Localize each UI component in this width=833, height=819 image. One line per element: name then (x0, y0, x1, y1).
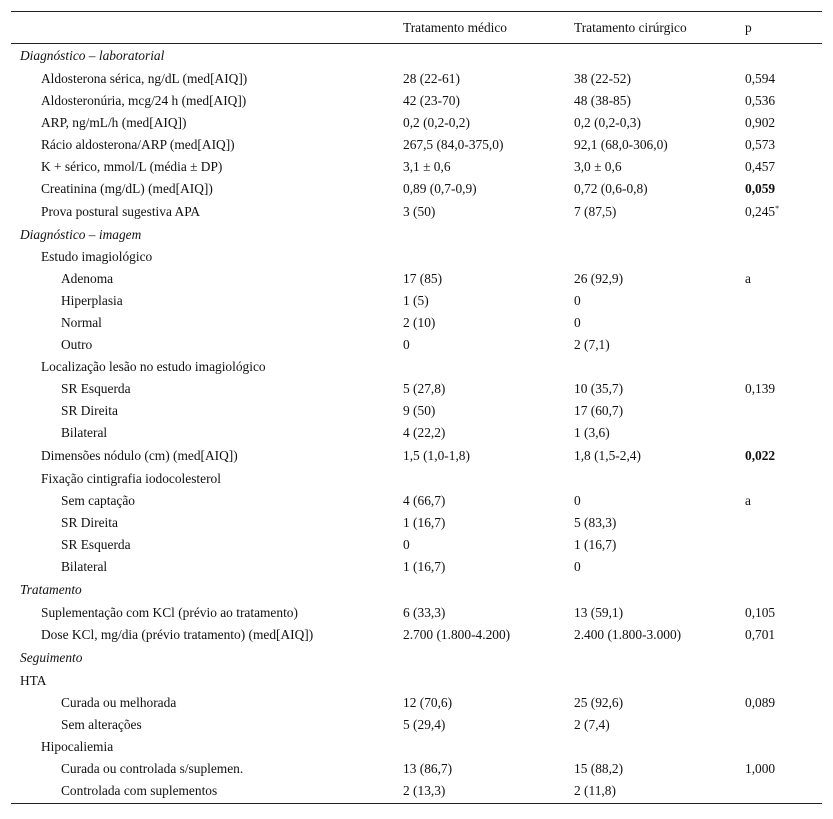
table-row (11, 200, 822, 224)
subsection-title: Hipocaliemia (41, 738, 114, 754)
cell-p: 0,457 (745, 158, 776, 174)
header-medical-treatment: Tratamento médico (403, 19, 508, 35)
row-label: Hiperplasia (61, 292, 123, 308)
cell-surgical: 0,72 (0,6-0,8) (574, 180, 648, 196)
cell-surgical: 17 (60,7) (574, 402, 624, 418)
row-label: Bilateral (61, 558, 108, 574)
cell-medical: 13 (86,7) (403, 760, 453, 776)
p-value-text: 0,245 (745, 203, 776, 219)
cell-p-significant: 0,059 (745, 180, 776, 196)
section-title: Tratamento (20, 581, 82, 597)
cell-surgical: 92,1 (68,0-306,0) (574, 136, 668, 152)
table-row (11, 112, 822, 134)
cell-p (745, 512, 822, 534)
table-row (11, 378, 822, 400)
footnote-marker: * (775, 203, 780, 213)
table-row (11, 156, 822, 178)
row-label: Sem alterações (61, 716, 142, 732)
cell-p: 0,594 (745, 70, 776, 86)
row-label: Curada ou melhorada (61, 694, 177, 710)
cell-medical: 2 (13,3) (403, 783, 446, 799)
cell-medical: 6 (33,3) (403, 604, 446, 620)
cell-surgical: 0 (574, 314, 581, 330)
section-row-treatment (11, 578, 822, 602)
subsection-title: Fixação cintigrafia iodocolesterol (41, 470, 221, 486)
cell-medical: 17 (85) (403, 270, 443, 286)
cell-p: a (745, 492, 751, 508)
row-label: Adenoma (61, 270, 114, 286)
cell-p: 0,701 (745, 626, 776, 642)
cell-medical: 0 (403, 336, 410, 352)
cell-medical: 1,5 (1,0-1,8) (403, 447, 470, 463)
row-label: Creatinina (mg/dL) (med[AIQ]) (41, 180, 213, 196)
comparison-table-wrapper (11, 11, 822, 804)
row-label: SR Esquerda (61, 536, 131, 552)
header-variable (11, 12, 403, 44)
cell-surgical: 26 (92,9) (574, 270, 624, 286)
cell-medical: 3,1 ± 0,6 (403, 158, 451, 174)
cell-p (745, 290, 822, 312)
table-row (11, 68, 822, 90)
cell-medical: 1 (16,7) (403, 514, 446, 530)
cell-medical: 0,89 (0,7-0,9) (403, 180, 477, 196)
row-label: Dose KCl, mg/dia (prévio tratamento) (med[AIQ]) (41, 626, 314, 642)
cell-p-significant: 0,022 (745, 447, 776, 463)
cell-surgical: 2 (7,4) (574, 716, 610, 732)
cell-medical: 28 (22-61) (403, 70, 460, 86)
row-label: Controlada com suplementos (61, 783, 218, 799)
cell-medical: 4 (22,2) (403, 424, 446, 440)
row-label: Sem captação (61, 492, 135, 508)
cell-medical: 267,5 (84,0-375,0) (403, 136, 504, 152)
cell-surgical: 0 (574, 492, 581, 508)
table-row (11, 534, 822, 556)
cell-surgical: 5 (83,3) (574, 514, 617, 530)
table-row (11, 692, 822, 714)
cell-p (745, 312, 822, 334)
section-row-lab-diagnosis (11, 44, 822, 68)
table-row (11, 602, 822, 624)
cell-surgical: 2 (11,8) (574, 783, 616, 799)
comparison-table (11, 11, 822, 804)
cell-surgical: 1,8 (1,5-2,4) (574, 447, 641, 463)
header-surgical-treatment: Tratamento cirúrgico (574, 19, 687, 35)
row-label: Rácio aldosterona/ARP (med[AIQ]) (41, 136, 235, 152)
cell-p (745, 200, 822, 224)
section-title: Diagnóstico – laboratorial (20, 47, 165, 63)
cell-p (745, 534, 822, 556)
cell-surgical: 2 (7,1) (574, 336, 610, 352)
table-row (11, 334, 822, 356)
cell-surgical: 7 (87,5) (574, 203, 617, 219)
cell-p: 0,105 (745, 604, 776, 620)
cell-surgical: 2.400 (1.800-3.000) (574, 626, 682, 642)
cell-p (745, 780, 822, 804)
table-row (11, 90, 822, 112)
cell-p (745, 334, 822, 356)
table-row (11, 556, 822, 578)
subsection-row (11, 736, 822, 758)
cell-p: 0,536 (745, 92, 776, 108)
row-label: SR Direita (61, 514, 118, 530)
subsection-title: Estudo imagiológico (41, 248, 153, 264)
row-label: Outro (61, 336, 93, 352)
table-row (11, 290, 822, 312)
row-label: Aldosterona sérica, ng/dL (med[AIQ]) (41, 70, 248, 86)
row-label: Aldosteronúria, mcg/24 h (med[AIQ]) (41, 92, 247, 108)
row-label: K + sérico, mmol/L (média ± DP) (41, 158, 223, 174)
row-label: Bilateral (61, 424, 108, 440)
section-row-imaging-diagnosis (11, 224, 822, 246)
cell-p (745, 400, 822, 422)
cell-surgical: 13 (59,1) (574, 604, 624, 620)
cell-medical: 0 (403, 536, 410, 552)
cell-surgical: 38 (22-52) (574, 70, 631, 86)
table-row (11, 134, 822, 156)
cell-surgical: 1 (16,7) (574, 536, 617, 552)
cell-medical: 12 (70,6) (403, 694, 453, 710)
row-label: Normal (61, 314, 102, 330)
table-row (11, 400, 822, 422)
cell-p (745, 422, 822, 444)
cell-p: 0,089 (745, 694, 776, 710)
cell-surgical: 48 (38-85) (574, 92, 631, 108)
cell-medical: 1 (5) (403, 292, 429, 308)
section-row-follow-up (11, 646, 822, 670)
row-label: SR Esquerda (61, 380, 131, 396)
cell-p (745, 714, 822, 736)
cell-medical: 4 (66,7) (403, 492, 446, 508)
cell-surgical: 3,0 ± 0,6 (574, 158, 622, 174)
table-row (11, 422, 822, 444)
row-label: SR Direita (61, 402, 118, 418)
table-row (11, 490, 822, 512)
table-row (11, 268, 822, 290)
cell-medical: 1 (16,7) (403, 558, 446, 574)
row-label: Suplementação com KCl (prévio ao tratamento) (41, 604, 298, 620)
section-title: Seguimento (20, 649, 83, 665)
cell-surgical: 0 (574, 292, 581, 308)
cell-surgical: 25 (92,6) (574, 694, 624, 710)
header-p-value: p (745, 19, 752, 35)
row-label: ARP, ng/mL/h (med[AIQ]) (41, 114, 187, 130)
cell-p: 1,000 (745, 760, 776, 776)
cell-medical: 42 (23-70) (403, 92, 460, 108)
cell-medical: 9 (50) (403, 402, 436, 418)
cell-surgical: 0 (574, 558, 581, 574)
table-row (11, 758, 822, 780)
cell-surgical: 15 (88,2) (574, 760, 624, 776)
cell-medical: 3 (50) (403, 203, 436, 219)
cell-medical: 5 (27,8) (403, 380, 446, 396)
cell-medical: 2.700 (1.800-4.200) (403, 626, 511, 642)
subsection-row (11, 356, 822, 378)
section-title: Diagnóstico – imagem (20, 226, 142, 242)
row-label: Prova postural sugestiva APA (41, 203, 201, 219)
subsection-title: HTA (20, 672, 47, 688)
cell-surgical: 10 (35,7) (574, 380, 624, 396)
cell-p: 0,573 (745, 136, 776, 152)
cell-medical: 0,2 (0,2-0,2) (403, 114, 470, 130)
cell-surgical: 0,2 (0,2-0,3) (574, 114, 641, 130)
subsection-row (11, 468, 822, 490)
table-row (11, 312, 822, 334)
table-row (11, 512, 822, 534)
cell-surgical: 1 (3,6) (574, 424, 610, 440)
subsection-title: Localização lesão no estudo imagiológico (41, 358, 266, 374)
row-label: Dimensões nódulo (cm) (med[AIQ]) (41, 447, 238, 463)
cell-p: 0,139 (745, 380, 776, 396)
row-label: Curada ou controlada s/suplemen. (61, 760, 244, 776)
subsection-row (11, 670, 822, 692)
cell-p: a (745, 270, 751, 286)
subsection-row (11, 246, 822, 268)
cell-p (745, 556, 822, 578)
cell-p: 0,902 (745, 114, 776, 130)
table-row (11, 444, 822, 468)
table-row (11, 780, 822, 804)
cell-medical: 2 (10) (403, 314, 436, 330)
table-row (11, 178, 822, 200)
cell-medical: 5 (29,4) (403, 716, 446, 732)
table-row (11, 624, 822, 646)
table-header-row (11, 12, 822, 44)
table-row (11, 714, 822, 736)
